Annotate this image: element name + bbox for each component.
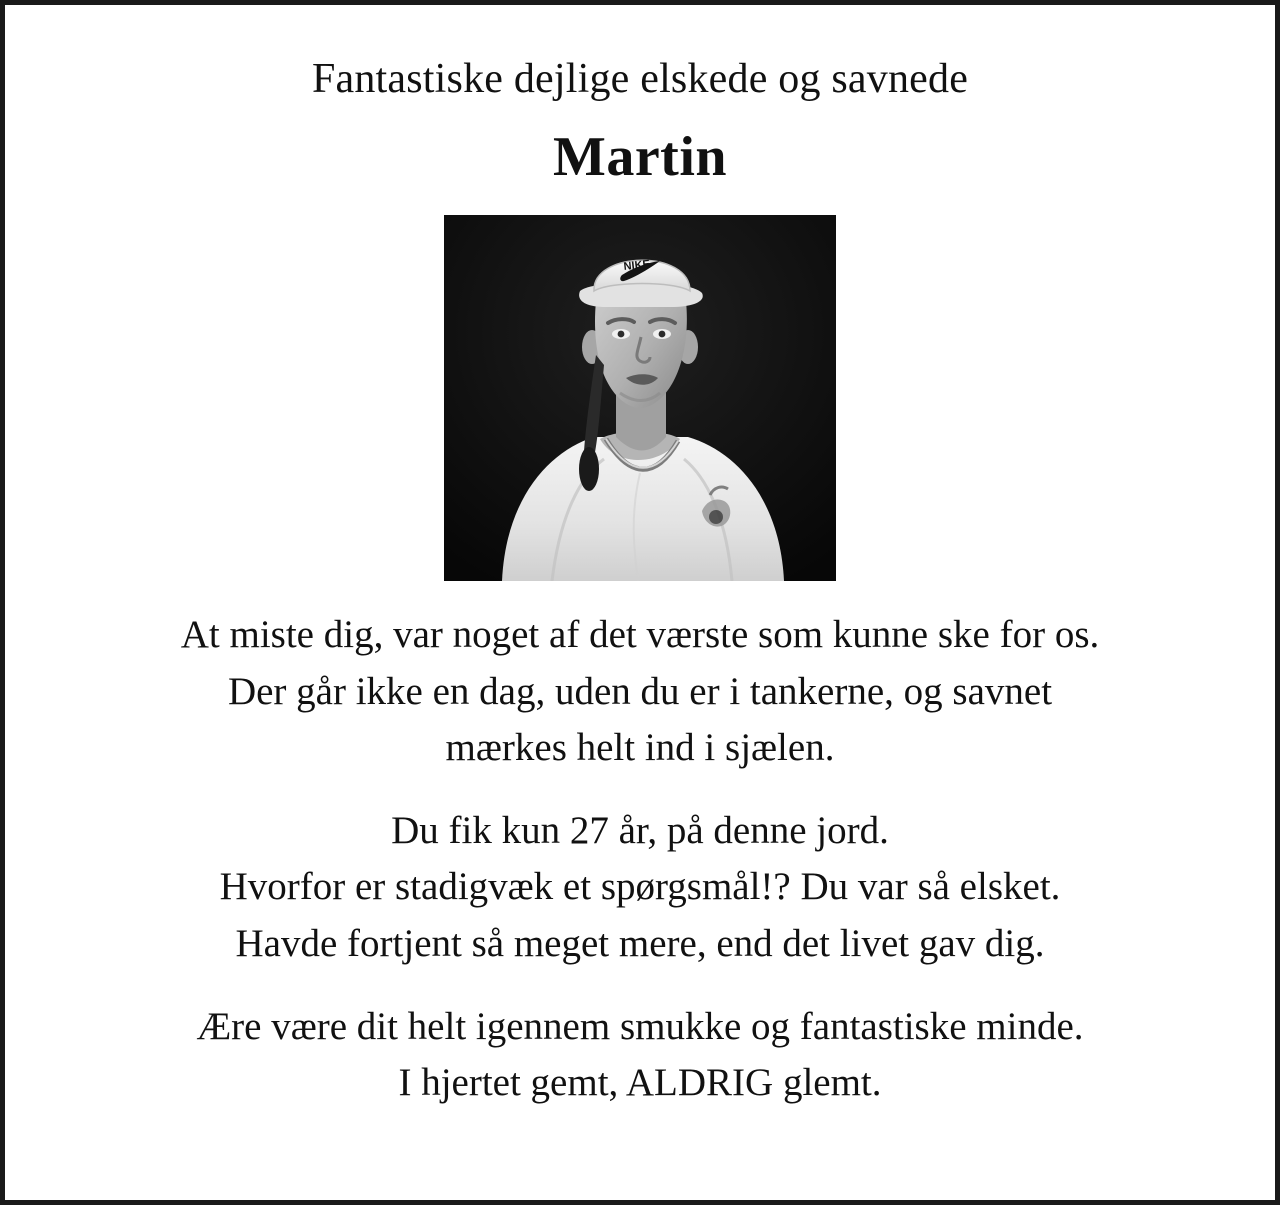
memorial-paragraph-3 bbox=[35, 999, 1245, 1112]
salutation-text: Fantastiske dejlige elskede og savnede bbox=[311, 56, 969, 102]
memorial-paragraph-1 bbox=[35, 607, 1245, 777]
paragraph-line: Hvorfor er stadigvæk et spørgsmål!? Du var så elsket. bbox=[219, 865, 1061, 909]
paragraph-line: mærkes helt ind i sjælen. bbox=[445, 726, 835, 770]
paragraph-line: I hjertet gemt, ALDRIG glemt. bbox=[398, 1061, 882, 1105]
memorial-paragraph-2 bbox=[35, 803, 1245, 973]
paragraph-line: Ære være dit helt igennem smukke og fantastiske minde. bbox=[196, 1004, 1084, 1048]
paragraph-line: Du fik kun 27 år, på denne jord. bbox=[391, 808, 889, 852]
deceased-name: Martin bbox=[552, 126, 728, 189]
paragraph-line: Der går ikke en dag, uden du er i tankerne, og savnet bbox=[227, 669, 1053, 713]
svg-text:NIKE: NIKE bbox=[623, 258, 651, 274]
paragraph-line: At miste dig, var noget af det værste som kunne ske for os. bbox=[180, 613, 1100, 657]
paragraph-line: Havde fortjent så meget mere, end det livet gav dig. bbox=[235, 922, 1045, 966]
portrait-photo bbox=[444, 215, 836, 581]
